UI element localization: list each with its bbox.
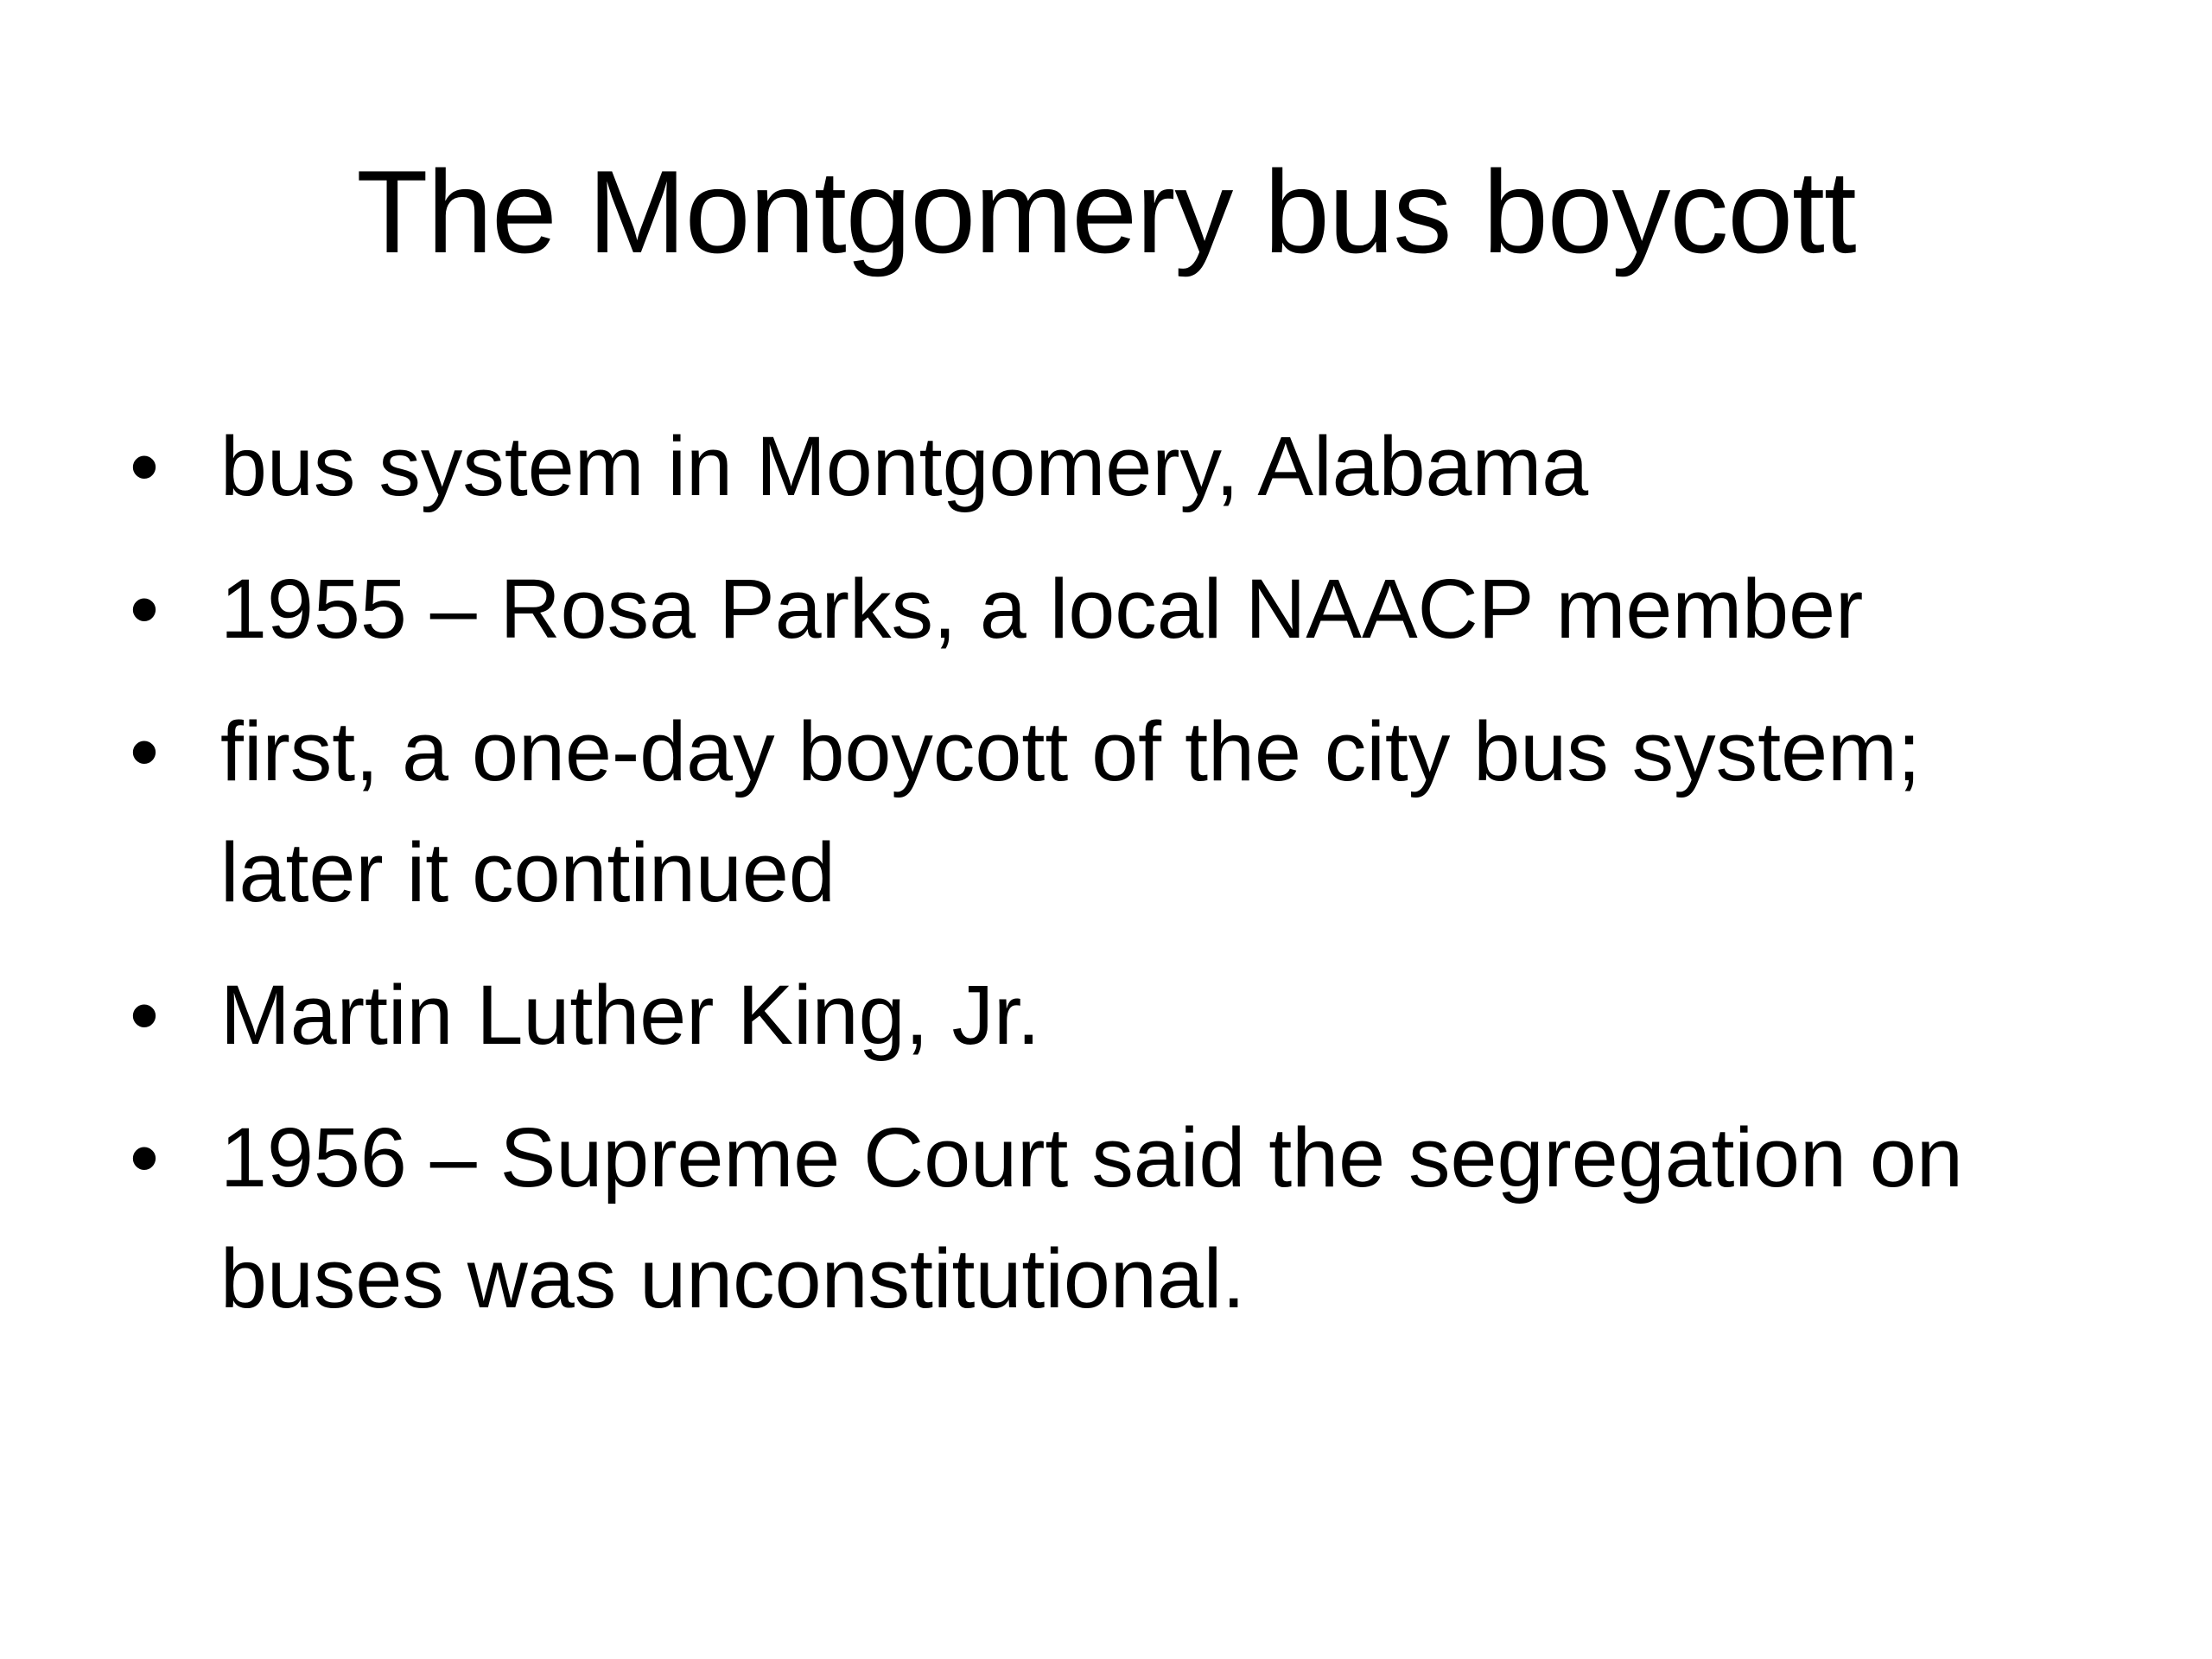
bullet-dot-icon: • bbox=[130, 704, 159, 798]
bullet-item bbox=[130, 955, 2100, 1076]
bullet-item bbox=[130, 691, 2100, 933]
bullet-text: 1956 – Supreme Court said the segregation on buses was unconstitutional. bbox=[220, 1110, 1963, 1325]
bullet-item bbox=[130, 549, 2100, 670]
bullet-text: 1955 – Rosa Parks, a local NAACP member bbox=[220, 562, 1864, 656]
bullet-item bbox=[130, 1097, 2100, 1339]
bullet-list bbox=[130, 406, 2100, 1361]
slide-title: The Montgomery bus boycott bbox=[356, 146, 1856, 277]
bullet-dot-icon: • bbox=[130, 968, 159, 1062]
bullet-dot-icon: • bbox=[130, 562, 159, 656]
bullet-text: first, a one-day boycott of the city bus system; later it continued bbox=[220, 704, 1921, 919]
bullet-item bbox=[130, 406, 2100, 527]
bullet-dot-icon: • bbox=[130, 1110, 159, 1205]
bullet-dot-icon: • bbox=[130, 419, 159, 513]
bullet-text: Martin Luther King, Jr. bbox=[220, 968, 1040, 1062]
bullet-text: bus system in Montgomery, Alabama bbox=[220, 419, 1589, 513]
